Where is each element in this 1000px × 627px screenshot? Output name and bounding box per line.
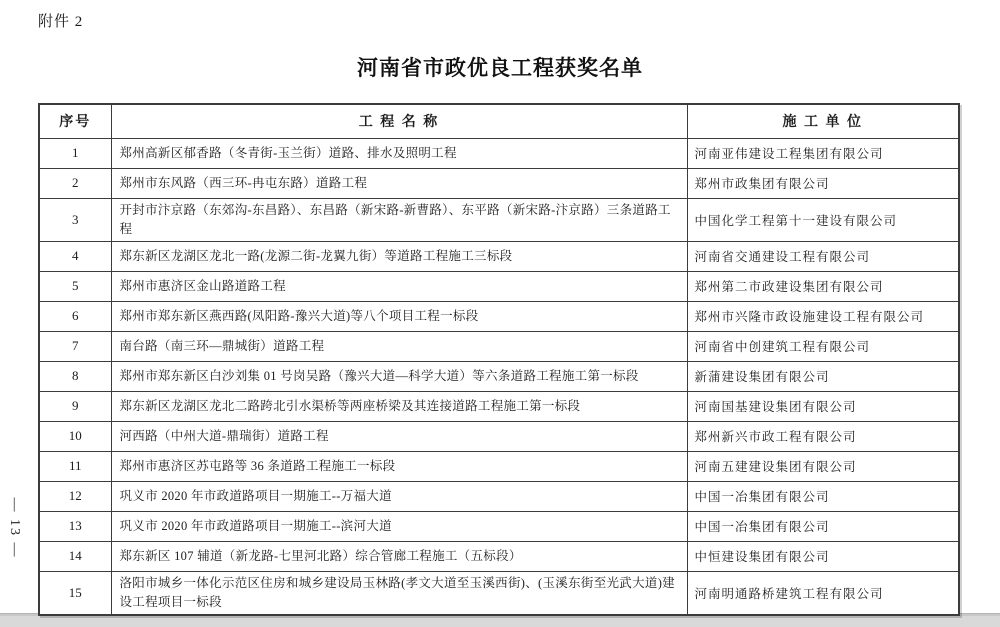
table-header: [39, 104, 959, 138]
row-serial-number: 4: [39, 241, 111, 271]
table-row: [39, 421, 959, 451]
row-construction-company: 郑州市政集团有限公司: [687, 168, 959, 198]
table-row: [39, 451, 959, 481]
row-project-name: 开封市汴京路（东郊沟-东昌路）、东昌路（新宋路-新曹路）、东平路（新宋路-汴京路）三条道路工程: [111, 198, 687, 241]
page-number: — 13 —: [7, 497, 22, 559]
table-row: [39, 271, 959, 301]
row-serial-number: 15: [39, 571, 111, 615]
table-row: [39, 138, 959, 168]
row-project-name: 巩义市 2020 年市政道路项目一期施工--滨河大道: [111, 511, 687, 541]
row-construction-company: 河南国基建设集团有限公司: [687, 391, 959, 421]
row-serial-number: 11: [39, 451, 111, 481]
table-row: [39, 168, 959, 198]
table-row: [39, 241, 959, 271]
row-construction-company: 河南明通路桥建筑工程有限公司: [687, 571, 959, 615]
row-project-name: 南台路（南三环—鼎城街）道路工程: [111, 331, 687, 361]
table-row: [39, 541, 959, 571]
row-construction-company: 中国一冶集团有限公司: [687, 481, 959, 511]
row-construction-company: 郑州新兴市政工程有限公司: [687, 421, 959, 451]
column-header-construction-unit: 施 工 单 位: [687, 104, 959, 138]
row-construction-company: 郑州市兴隆市政设施建设工程有限公司: [687, 301, 959, 331]
attachment-label: 附件 2: [38, 14, 84, 30]
row-construction-company: 河南亚伟建设工程集团有限公司: [687, 138, 959, 168]
row-construction-company: 新蒲建设集团有限公司: [687, 361, 959, 391]
row-serial-number: 3: [39, 198, 111, 241]
row-serial-number: 7: [39, 331, 111, 361]
row-project-name: 郑州市郑东新区燕西路(凤阳路-豫兴大道)等八个项目工程一标段: [111, 301, 687, 331]
table-row: [39, 361, 959, 391]
row-project-name: 洛阳市城乡一体化示范区住房和城乡建设局玉林路(孝文大道至玉溪西街)、(玉溪东街至光武大道)建设工程项目一标段: [111, 571, 687, 615]
table-row: [39, 481, 959, 511]
row-project-name: 郑东新区 107 辅道（新龙路-七里河北路）综合管廊工程施工（五标段）: [111, 541, 687, 571]
page-title: 河南省市政优良工程获奖名单: [357, 57, 643, 80]
row-project-name: 河西路（中州大道-鼎瑞街）道路工程: [111, 421, 687, 451]
row-serial-number: 6: [39, 301, 111, 331]
row-serial-number: 8: [39, 361, 111, 391]
table-body: [39, 138, 959, 615]
row-serial-number: 12: [39, 481, 111, 511]
column-header-serial-number: 序号: [39, 104, 111, 138]
row-serial-number: 1: [39, 138, 111, 168]
row-construction-company: 河南省交通建设工程有限公司: [687, 241, 959, 271]
row-project-name: 郑州高新区郁香路（冬青街-玉兰街）道路、排水及照明工程: [111, 138, 687, 168]
row-serial-number: 9: [39, 391, 111, 421]
row-project-name: 郑州市东风路（西三环-冉屯东路）道路工程: [111, 168, 687, 198]
row-construction-company: 河南五建建设集团有限公司: [687, 451, 959, 481]
row-construction-company: 中国化学工程第十一建设有限公司: [687, 198, 959, 241]
row-serial-number: 13: [39, 511, 111, 541]
row-construction-company: 中国一冶集团有限公司: [687, 511, 959, 541]
row-serial-number: 14: [39, 541, 111, 571]
row-serial-number: 2: [39, 168, 111, 198]
table-row: [39, 571, 959, 615]
row-serial-number: 10: [39, 421, 111, 451]
row-construction-company: 河南省中创建筑工程有限公司: [687, 331, 959, 361]
table-row: [39, 511, 959, 541]
row-project-name: 郑州市郑东新区白沙刘集 01 号岗吴路（豫兴大道—科学大道）等六条道路工程施工第一标段: [111, 361, 687, 391]
row-construction-company: 郑州第二市政建设集团有限公司: [687, 271, 959, 301]
table-row: [39, 301, 959, 331]
row-project-name: 郑州市惠济区金山路道路工程: [111, 271, 687, 301]
row-project-name: 郑东新区龙湖区龙北二路跨北引水渠桥等两座桥梁及其连接道路工程施工第一标段: [111, 391, 687, 421]
row-project-name: 巩义市 2020 年市政道路项目一期施工--万福大道: [111, 481, 687, 511]
table-row: [39, 331, 959, 361]
row-project-name: 郑州市惠济区苏屯路等 36 条道路工程施工一标段: [111, 451, 687, 481]
table-row: [39, 391, 959, 421]
column-header-project-name: 工 程 名 称: [111, 104, 687, 138]
row-project-name: 郑东新区龙湖区龙北一路(龙源二街-龙翼九街）等道路工程施工三标段: [111, 241, 687, 271]
awards-table: [38, 103, 960, 616]
row-serial-number: 5: [39, 271, 111, 301]
header-row: [39, 104, 959, 138]
row-construction-company: 中恒建设集团有限公司: [687, 541, 959, 571]
table-row: [39, 198, 959, 241]
